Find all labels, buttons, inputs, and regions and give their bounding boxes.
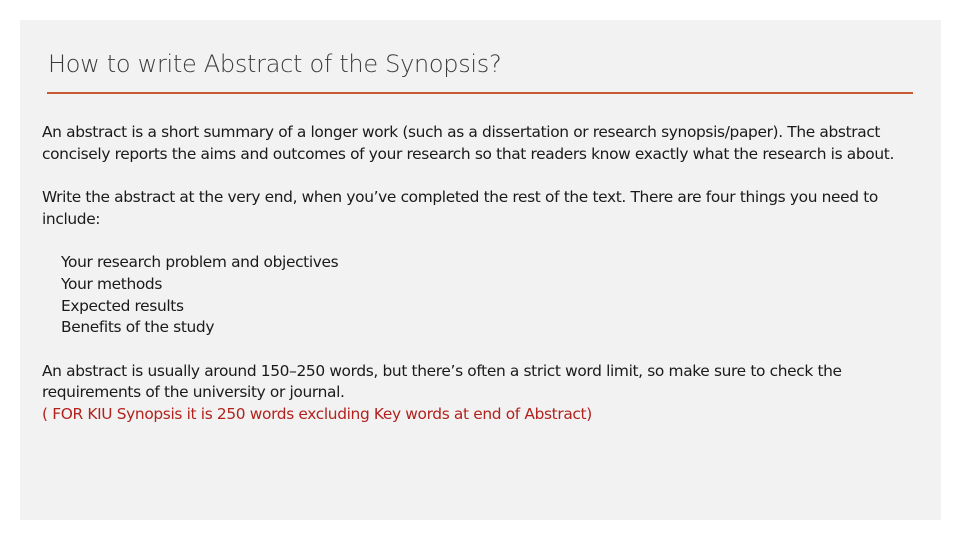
slide-body [42, 122, 938, 426]
title-underline [47, 92, 913, 94]
items-list [42, 252, 938, 338]
list-item: Benefits of the study [61, 318, 215, 337]
when-paragraph: Write the abstract at the very end, when you’ve completed the rest of the text. There are four things you need to include: [42, 188, 878, 228]
list-item: Expected results [61, 296, 184, 315]
kiu-note: ( FOR KIU Synopsis it is 250 words excluding Key words at end of Abstract) [42, 404, 592, 423]
intro-paragraph: An abstract is a short summary of a longer work (such as a dissertation or research synopsis/paper). The abstract concisely reports the aims and outcomes of your research so that readers know exactly what the research is about. [42, 123, 894, 163]
slide-title: How to write Abstract of the Synopsis? [48, 50, 502, 78]
list-item: Your methods [61, 274, 163, 293]
length-paragraph: An abstract is usually around 150–250 words, but there’s often a strict word limit, so make sure to check the requirements of the university or journal. [42, 361, 842, 402]
slide [20, 20, 941, 520]
list-item: Your research problem and objectives [61, 253, 339, 272]
